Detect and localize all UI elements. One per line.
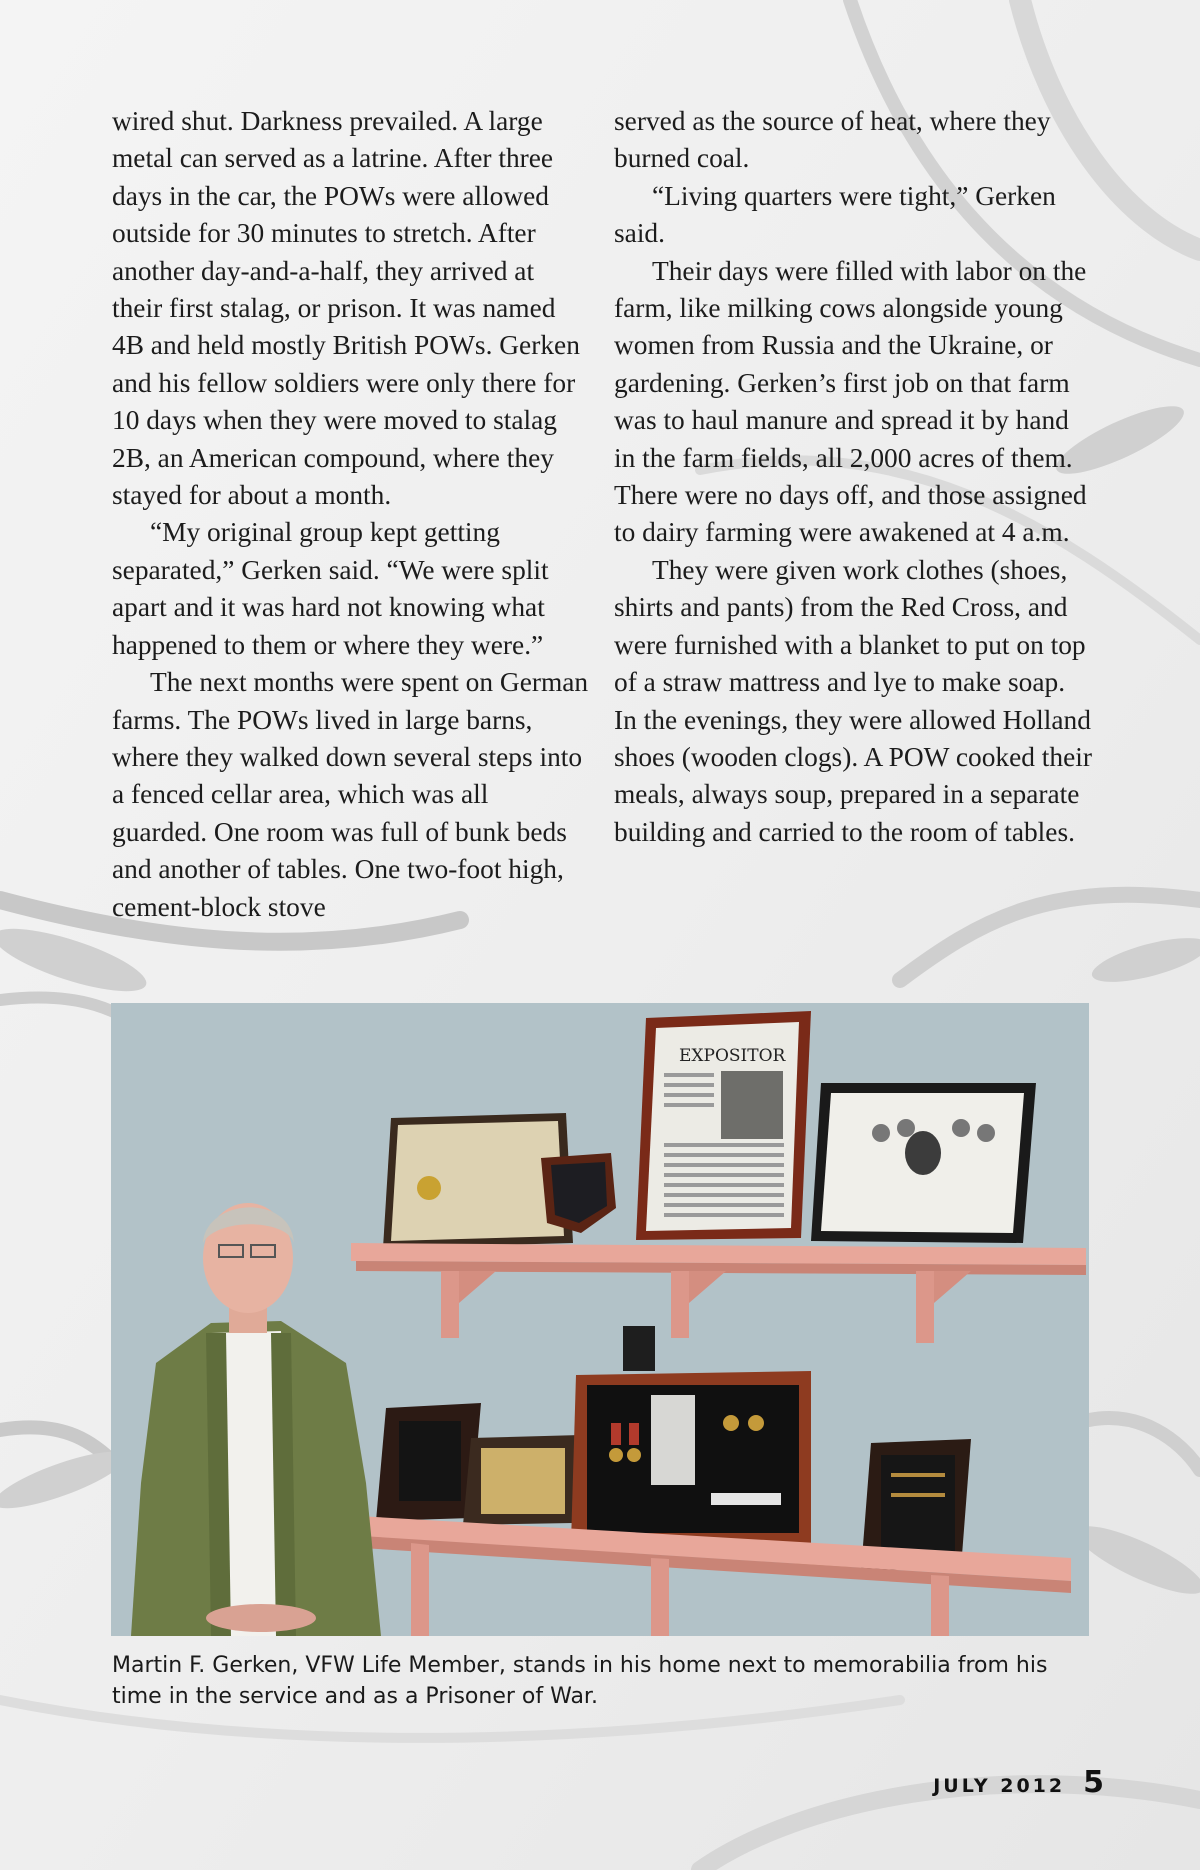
newspaper-masthead: EXPOSITOR (679, 1046, 786, 1066)
article-left-column (112, 103, 590, 926)
page-number: 5 (1083, 1765, 1104, 1800)
article-paragraph: served as the source of heat, where they burned coal. (614, 106, 1051, 174)
article-paragraph: The next months were spent on German farms. The POWs lived in large barns, where they walked down several steps into a fenced cellar area, which was all guarded. One room was full of bunk beds and another of tables. One two-foot high, cement-block stove (112, 667, 589, 922)
article-paragraph: Their days were filled with labor on the farm, like milking cows alongside young women from Russia and the Ukraine, or gardening. Gerken’s first job on that farm was to haul manure and spread it by hand in the farm fields, all 2,000 acres of them. There were no days off, and those assigned to dairy farming were awakened at 4 a.m. (614, 255, 1087, 548)
article-paragraph: wired shut. Darkness prevailed. A large metal can served as a latrine. After three days in the car, the POWs were allowed outside for 30 minutes to stretch. After another day-and-a-half, they arrived at their first stalag, or prison. It was named 4B and held mostly British POWs. Gerken and his fellow soldiers were only there for 10 days when they were moved to stalag 2B, an American compound, where they stayed for about a month. (112, 106, 580, 511)
article-right-column (614, 103, 1092, 851)
issue-date: JULY 2012 (933, 1775, 1066, 1797)
photo-caption: Martin F. Gerken, VFW Life Member, stands in his home next to memorabilia from his time in the service and as a Prisoner of War. (112, 1653, 1048, 1709)
article-paragraph: “My original group kept getting separated,” Gerken said. “We were split apart and it was hard not knowing what happened to them or where they were.” (112, 517, 549, 660)
article-paragraph: “Living quarters were tight,” Gerken said. (614, 180, 1056, 249)
article-paragraph: They were given work clothes (shoes, shirts and pants) from the Red Cross, and were furnished with a blanket to put on top of a straw mattress and lye to make soap. In the evenings, they were allowed Holland shoes (wooden clogs). A POW cooked their meals, always soup, prepared in a separate building and carried to the room of tables. (614, 554, 1092, 847)
newspaper-frame (636, 1011, 811, 1240)
gold-plaque (463, 1435, 581, 1525)
page-footer (933, 1765, 1104, 1800)
collage-frame (811, 1083, 1036, 1243)
memorabilia-photo (111, 1003, 1089, 1636)
